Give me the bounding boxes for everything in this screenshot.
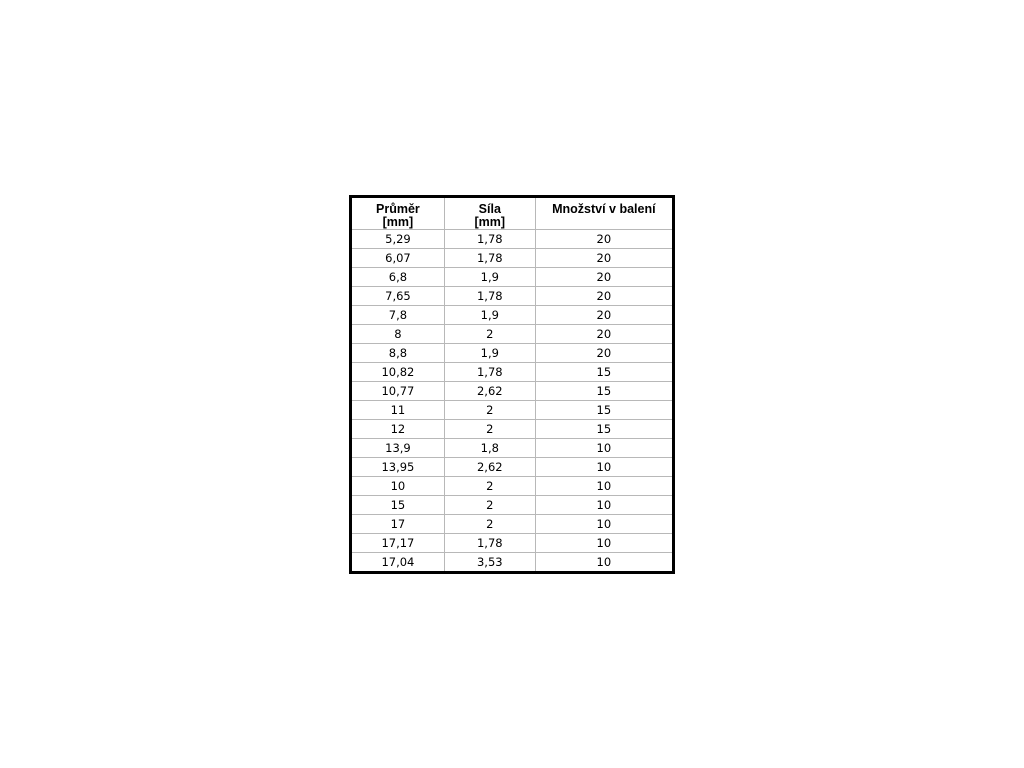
cell-quantity: 15 [535,382,673,401]
cell-quantity: 10 [596,555,612,569]
table-row [351,401,674,420]
cell-thickness: 2 [444,325,535,344]
table-row [351,230,674,249]
cell-diameter: 8 [351,325,445,344]
cell-diameter: 6,8 [351,268,445,287]
cell-quantity: 20 [535,249,673,268]
header-diameter [351,197,445,230]
table-row [351,553,674,573]
cell-quantity: 10 [535,496,673,515]
table-row [351,344,674,363]
header-row [351,197,674,230]
cell-quantity: 10 [535,458,673,477]
cell-thickness: 2 [444,515,535,534]
table-row [351,382,674,401]
cell-thickness: 2,62 [444,458,535,477]
header-diameter-label: Průměr [376,202,420,216]
table-body [351,230,674,573]
table-row [351,458,674,477]
cell-diameter: 15 [351,496,445,515]
cell-quantity: 15 [535,363,673,382]
table-row [351,477,674,496]
header-quantity-label: Množství v balení [552,202,656,216]
cell-diameter: 17 [351,515,445,534]
cell-thickness: 1,9 [444,268,535,287]
cell-thickness: 1,78 [444,287,535,306]
table-row [351,306,674,325]
cell-quantity: 10 [535,477,673,496]
cell-quantity: 20 [535,325,673,344]
cell-quantity: 20 [535,306,673,325]
cell-quantity: 10 [535,515,673,534]
cell-thickness: 1,78 [444,230,535,249]
cell-diameter: 10,77 [351,382,445,401]
cell-diameter: 6,07 [351,249,445,268]
table-row [351,249,674,268]
header-thickness-unit: [mm] [474,215,506,229]
cell-thickness: 2 [444,477,535,496]
cell-diameter: 13,9 [351,439,445,458]
cell-diameter: 17,04 [351,553,445,573]
table-row [351,496,674,515]
cell-diameter: 10,82 [351,363,445,382]
header-diameter-unit: [mm] [382,215,414,229]
table-row [351,287,674,306]
o-ring-size-table [349,195,675,574]
cell-diameter: 5,29 [351,230,445,249]
cell-diameter: 11 [351,401,445,420]
table-row [351,515,674,534]
cell-diameter: 17,17 [351,534,445,553]
cell-thickness: 1,78 [444,249,535,268]
cell-thickness: 1,9 [444,306,535,325]
cell-quantity: 20 [535,287,673,306]
cell-quantity: 10 [535,439,673,458]
cell-diameter: 7,65 [351,287,445,306]
header-thickness [444,197,535,230]
cell-diameter: 7,8 [351,306,445,325]
cell-diameter: 10 [351,477,445,496]
cell-thickness: 2,62 [444,382,535,401]
cell-quantity: 20 [535,230,673,249]
cell-thickness: 2 [444,496,535,515]
cell-thickness: 1,78 [444,363,535,382]
cell-thickness: 3,53 [444,553,535,573]
cell-diameter: 13,95 [351,458,445,477]
cell-quantity: 15 [535,420,673,439]
table-row [351,420,674,439]
cell-quantity: 15 [535,401,673,420]
table-row [351,439,674,458]
cell-quantity: 20 [535,268,673,287]
cell-thickness: 2 [444,420,535,439]
cell-thickness: 1,8 [444,439,535,458]
cell-diameter: 8,8 [351,344,445,363]
cell-diameter: 12 [351,420,445,439]
header-thickness-label: Síla [478,202,501,216]
cell-thickness: 1,9 [444,344,535,363]
table-row [351,325,674,344]
table-row [351,363,674,382]
table-row [351,268,674,287]
cell-quantity: 20 [535,344,673,363]
header-quantity [535,197,673,230]
cell-thickness: 2 [444,401,535,420]
cell-thickness: 1,78 [444,534,535,553]
cell-quantity: 10 [535,534,673,553]
table-row [351,534,674,553]
